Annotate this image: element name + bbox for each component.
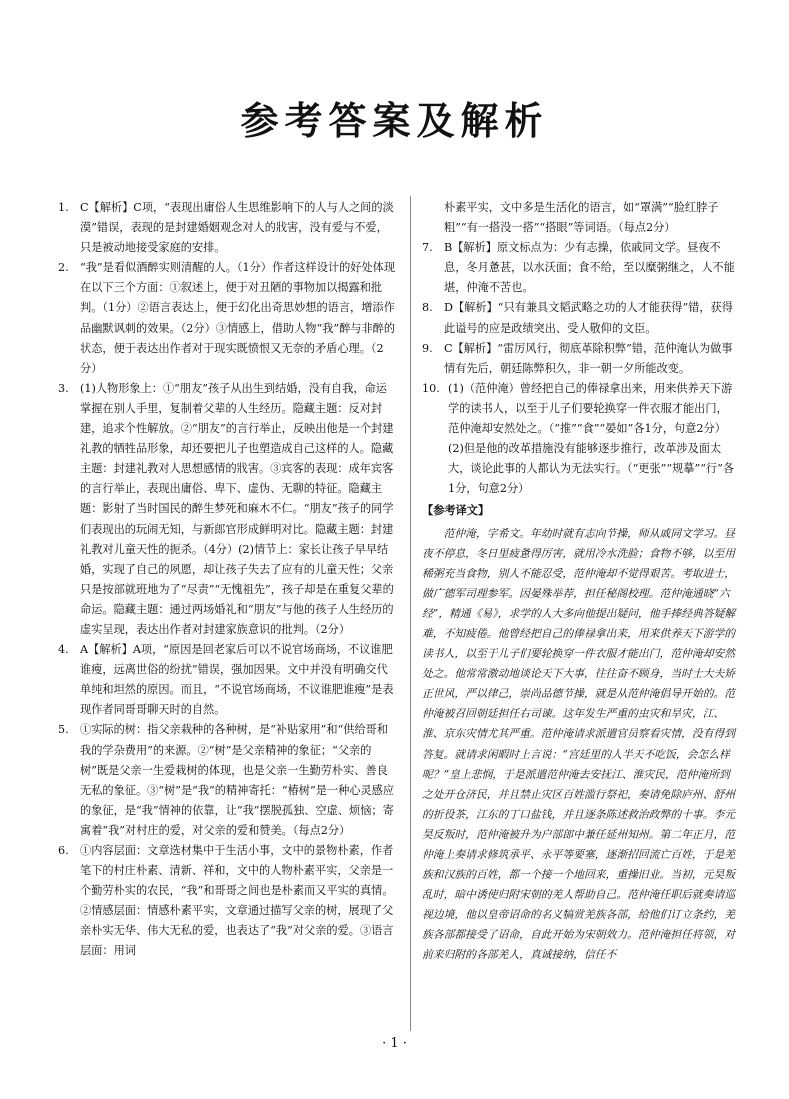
answer-text: C【解析】“雷厉风行，彻底革除积弊”错，范仲淹认为做事情有先后，朝廷陈弊积久，非一朝一夕所能改变。 [444,341,733,375]
item-number: 7. [422,241,433,255]
answer-item-6 [58,841,398,962]
answer-text: A【解析】A项，“原因是回老家后可以不说官场商场，不议谁肥谁瘦，远离世俗的纷扰”错误，强加因果。文中并没有明确交代单纯和坦然的原因。而且，“不说官场商场，不议谁肥谁瘦”是表现作者同哥哥聊天时的自然。 [80,643,394,717]
answer-item-4 [58,640,398,720]
page-number: · 1 · [382,1036,407,1051]
item-number: 10. [422,381,440,395]
answer-item-10 [422,379,738,500]
right-column [422,198,738,966]
item-number: 9. [422,341,433,355]
answer-item-1 [58,198,398,258]
item-number: 8. [422,301,433,315]
answer-text: 朴素平实，文中多是生活化的语言，如“罩满”“脸红脖子粗”“有一搭没一搭”“搭眼”等词语。（每点2分） [444,201,719,235]
translation-text: 范仲淹，字希文。年幼时就有志向节操，师从戚同文学习。昼夜不停息，冬日里疲惫得厉害，就用冷水洗脸；食物不够，以至用稀粥充当食物，别人不能忍受，范仲淹却不觉得艰苦。考取进士，做广德军司理参军。因晏殊举荐，担任秘阁校理。范仲淹通晓“六经”，精通《易》，求学的人大多向他提出疑问，他手捧经典答疑解难，不知疲倦。他曾经把自己的俸禄拿出来，用来供养天下游学的读书人，以至于儿子们要轮换穿一件衣服才能出门，范仲淹却安然处之。他常常激动地谈论天下大事，往往奋不顾身，当时士大夫矫正世风，严以律己，崇尚品德节操，就是从范仲淹倡导开始的。范仲淹被召回朝廷担任右司谏。这年发生严重的虫灾和旱灾，江、淮、京东灾情尤其严重。范仲淹请求派遣官员察看灾情，没有得到答复。就请求闲暇时上言说：“宫廷里的人半天不吃饭，会怎么样呢？”皇上悲悯，于是派遣范仲淹去安抚江、淮灾民，范仲淹所到之处开仓济民，并且禁止灾区百姓滥行祭祀，奏请免除庐州、舒州的折役茶，江东的丁口盐钱，并且逐条陈述救治政弊的十事。李元昊反叛时，范仲淹被升为户部郎中兼任延州知州。第二年正月，范仲淹上奏请求修筑承平、永平等要塞，逐渐招回流亡百姓，于是羌族和汉族的百姓，都一个接一个地回来，重操旧业。当初，元昊叛乱时，暗中诱使归附宋朝的羌人帮助自己。范仲淹任职后就奏请巡视边境，他以皇帝诏命的名义犒赏羌族各部，给他们订立条约，羌族各部都接受了诏命，自此开始为宋朝效力。范仲淹担任将领，对前来归附的各部羌人，真诚接纳，信任不 [422,526,736,962]
item-number [422,198,444,238]
answer-text: (1)（范仲淹）曾经把自己的俸禄拿出来，用来供养天下游学的读书人，以至于儿子们要轮换穿一件衣服才能出门，范仲淹却安然处之。（“推”“食”“晏如”各1分，句意2分）(2)但是他的改革措施没有能够逐步推行，改革涉及面太大，谈论此事的人都认为无法实行。（“更张”“规摹”“行”各1分，句意2分） [448,381,735,496]
answer-item-9 [422,339,738,379]
answer-text: ①实际的树：指父亲栽种的各种树，是“补贴家用”和“供给哥和我的学杂费用”的来源。②“树”是父亲精神的象征；“父亲的树”既是父亲一生爱栽树的体现，也是父亲一生勤劳朴实、善良无私的象征。③“树”是“我”的精神寄托：“椿树”是一种心灵感应的象征，是“我”情神的依靠，让“我”摆脱孤独、空虚、烦恼；寄寓着“我”对村庄的爱，对父亲的爱和赞美。（每点2分） [80,723,395,837]
answer-text: B【解析】原文标点为：少有志操，依戚同文学。昼夜不息，冬月惫甚，以水沃面；食不给，至以糜粥继之，人不能堪，仲淹不苦也。 [444,241,735,295]
answer-text: C【解析】C项，“表现出庸俗人生思维影响下的人与人之间的淡漠”错误，表现的是封建婚姻观念对人的戕害，没有爱与不爱，只是被动地接受家庭的安排。 [80,201,394,255]
page-title: 参考答案及解析 [240,99,549,143]
answer-item-6-cont [422,198,738,238]
answer-text: “我”是看似酒醉实则清醒的人。（1分）作者这样设计的好处体现在以下三个方面：①叙述上，便于对丑陋的事物加以揭露和批判。（1分）②语言表达上，便于幻化出奇思妙想的语言，增添作品幽默讽刺的效果。（2分）③情感上，借助人物“我”醉与非醉的状态，便于表达出作者对于现实既愤恨又无奈的矛盾心理。（2分） [80,261,396,375]
answer-item-7 [422,238,738,298]
left-column [58,198,398,962]
item-number: 4. [58,643,69,657]
answer-item-8 [422,298,738,338]
answer-item-3 [58,379,398,640]
item-number: 3. [58,381,69,395]
answer-text: ①内容层面：文章选材集中于生活小事，文中的景物朴素，作者笔下的村庄朴素、清新、祥和，文中的人物朴素平实，父亲是一个勤劳朴实的农民，“我”和哥哥之间也是朴素而又平实的真情。②情感层面：情感朴素平实，文章通过描写父亲的树，展现了父亲朴实无华、伟大无私的爱，也表达了“我”对父亲的爱。③语言层面：用词 [80,844,394,958]
answer-text: D【解析】“只有兼具文韬武略之功的人才能获得”错，获得此谥号的应是政绩突出、受人敬仰的文臣。 [444,301,733,335]
item-number: 1. [58,201,69,214]
answer-text: (1)人物形象上：①“朋友”孩子从出生到结婚，没有自我，命运掌握在别人手里，复制着父辈的人生经历。隐藏主题：反对封建，追求个性解放。②“朋友”的言行举止，反映出他是一个封建礼教的牺牲品形象，却还要把儿子也塑造成自己这样的人。隐藏主题：封建礼教对人思想感情的戕害。③宾客的表现：成年宾客的言行举止，表现出庸俗、卑下、虚伪、无聊的特征。隐藏主题：影射了当时国民的醉生梦死和麻木不仁。“朋友”孩子的同学们表现出的玩闹无知，与新郎官形成鲜明对比。隐藏主题：封建礼教对儿童天性的扼杀。（4分）(2)情节上：家长让孩子早早结婚，实现了自己的夙愿，却让孩子失去了应有的儿童天性；父亲只是按部就班地为了“尽责”“无愧祖先”，孩子却是在重复父辈的命运。隐藏主题：通过两场婚礼和“朋友”与他的孩子人生经历的虚实呈现，表达出作者对封建家族意识的批判。（2分） [80,381,394,636]
answer-item-5 [58,720,398,841]
item-number: 5. [58,723,69,737]
item-number: 6. [58,844,69,857]
item-number: 2. [58,261,69,275]
column-divider [410,196,411,1031]
answer-item-2 [58,258,398,379]
translation-label: 【参考译文】 [422,504,490,518]
